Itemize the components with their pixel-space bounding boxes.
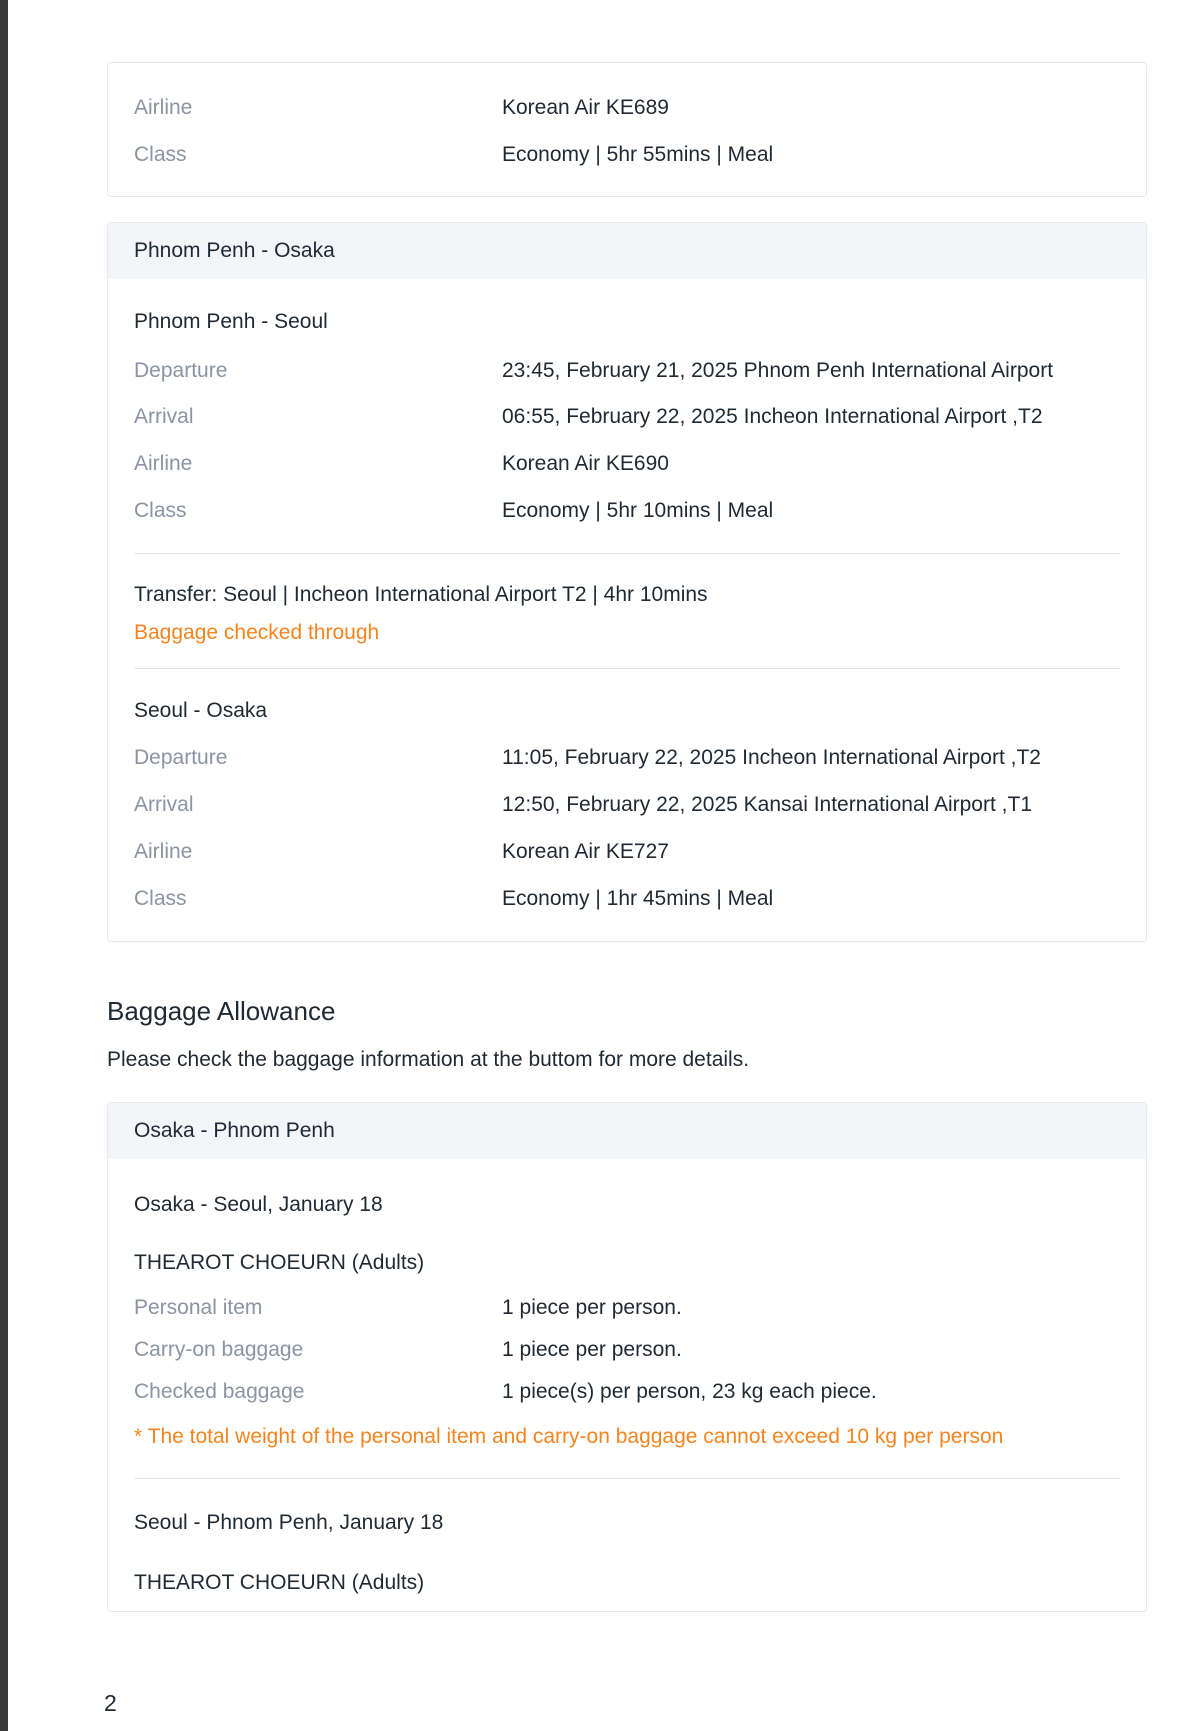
detail-label: Airline xyxy=(134,840,193,863)
detail-value: Economy | 5hr 10mins | Meal xyxy=(502,499,774,522)
baggage-row-carry-on xyxy=(134,1335,1120,1365)
divider xyxy=(134,668,1120,669)
baggage-section-title: Baggage Allowance xyxy=(107,996,336,1026)
baggage-through-note: Baggage checked through xyxy=(134,621,380,644)
detail-value: 11:05, February 22, 2025 Incheon International Airport ,T2 xyxy=(502,746,1041,769)
trip-card xyxy=(107,222,1147,942)
baggage-card xyxy=(107,1102,1147,1612)
baggage-label: Carry-on baggage xyxy=(134,1338,304,1361)
leg-title: Osaka - Seoul, January 18 xyxy=(134,1193,383,1216)
detail-row-departure xyxy=(134,743,1120,773)
detail-row-arrival xyxy=(134,402,1120,432)
leg-title: Seoul - Phnom Penh, January 18 xyxy=(134,1511,444,1534)
detail-row-class xyxy=(134,884,1120,914)
trip-header: Phnom Penh - Osaka xyxy=(108,223,1146,279)
detail-value: Economy | 1hr 45mins | Meal xyxy=(502,887,774,910)
detail-value: Economy | 5hr 55mins | Meal xyxy=(502,143,774,166)
baggage-value: 1 piece per person. xyxy=(502,1296,682,1319)
detail-row-airline xyxy=(134,837,1120,867)
baggage-row-personal-item xyxy=(134,1293,1120,1323)
detail-row-airline xyxy=(134,449,1120,479)
detail-row-arrival xyxy=(134,790,1120,820)
detail-label: Class xyxy=(134,143,187,166)
baggage-value: 1 piece(s) per person, 23 kg each piece. xyxy=(502,1380,877,1403)
baggage-row-checked xyxy=(134,1377,1120,1407)
detail-label: Arrival xyxy=(134,405,194,428)
detail-value: Korean Air KE689 xyxy=(502,96,669,119)
passenger-name: THEAROT CHOEURN (Adults) xyxy=(134,1571,425,1594)
detail-row-class xyxy=(134,496,1120,526)
transfer-info: Transfer: Seoul | Incheon International Airport T2 | 4hr 10mins xyxy=(134,583,708,606)
detail-label: Departure xyxy=(134,746,228,769)
detail-label: Airline xyxy=(134,96,193,119)
detail-label: Class xyxy=(134,499,187,522)
baggage-header: Osaka - Phnom Penh xyxy=(108,1103,1146,1159)
page-number: 2 xyxy=(104,1690,117,1716)
baggage-value: 1 piece per person. xyxy=(502,1338,682,1361)
detail-value: Korean Air KE727 xyxy=(502,840,669,863)
detail-row-class xyxy=(134,140,1120,170)
detail-label: Class xyxy=(134,887,187,910)
passenger-name: THEAROT CHOEURN (Adults) xyxy=(134,1251,425,1274)
divider xyxy=(134,1478,1120,1479)
flight-details-card xyxy=(107,62,1147,197)
baggage-label: Personal item xyxy=(134,1296,263,1319)
baggage-label: Checked baggage xyxy=(134,1380,305,1403)
detail-value: Korean Air KE690 xyxy=(502,452,669,475)
detail-label: Airline xyxy=(134,452,193,475)
baggage-subtitle: Please check the baggage information at the buttom for more details. xyxy=(107,1048,750,1071)
detail-label: Departure xyxy=(134,359,228,382)
detail-label: Arrival xyxy=(134,793,194,816)
detail-row-airline xyxy=(134,93,1120,123)
segment-title: Phnom Penh - Seoul xyxy=(134,310,328,333)
segment-title: Seoul - Osaka xyxy=(134,699,268,722)
weight-limit-note: * The total weight of the personal item and carry-on baggage cannot exceed 10 kg per person xyxy=(134,1425,1004,1448)
divider xyxy=(134,553,1120,554)
detail-value: 06:55, February 22, 2025 Incheon International Airport ,T2 xyxy=(502,405,1043,428)
detail-row-departure xyxy=(134,356,1120,386)
detail-value: 23:45, February 21, 2025 Phnom Penh International Airport xyxy=(502,359,1054,382)
detail-value: 12:50, February 22, 2025 Kansai International Airport ,T1 xyxy=(502,793,1032,816)
